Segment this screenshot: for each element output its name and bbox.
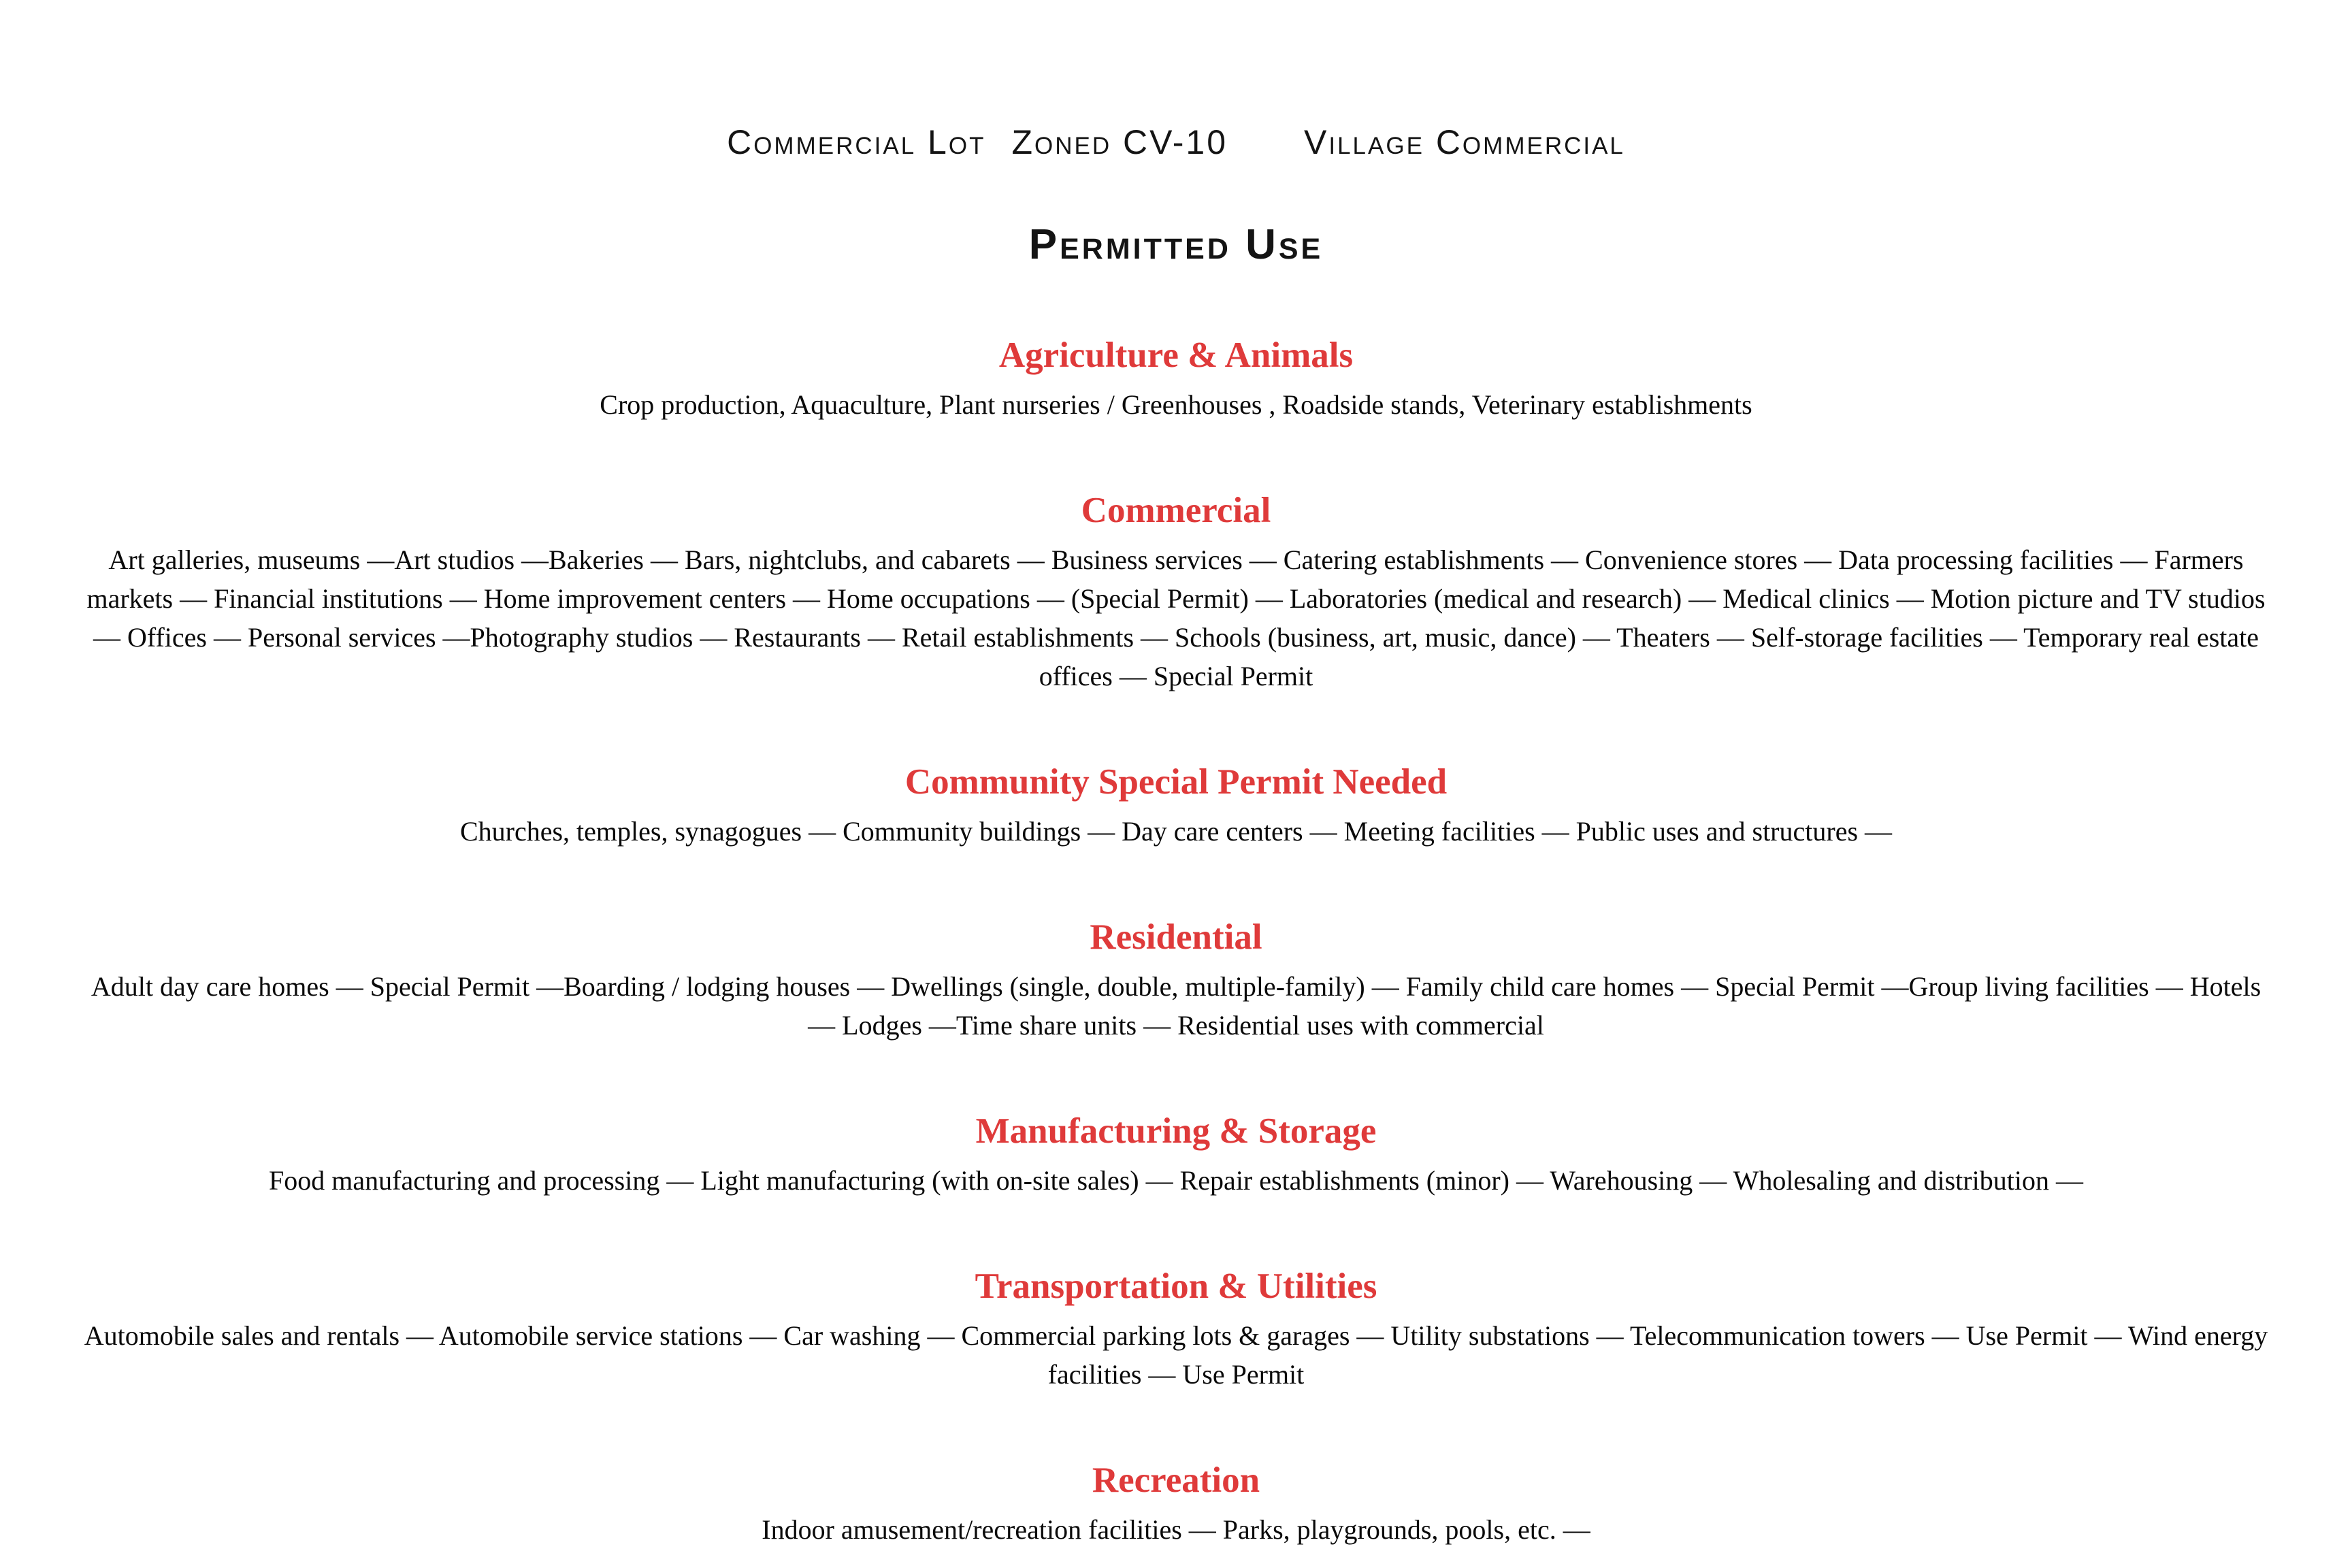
section-heading-agriculture-animals: Agriculture & Animals: [998, 336, 1354, 375]
section-heading-residential: Residential: [1090, 917, 1262, 957]
section-transportation-utilities: [82, 1266, 2270, 1394]
section-heading-community-special-permit: Community Special Permit Needed: [904, 762, 1448, 802]
title-zone-name: Village Commercial: [1304, 123, 1625, 161]
section-heading-recreation: Recreation: [1092, 1460, 1260, 1500]
section-body-residential: Adult day care homes — Special Permit —Boarding / lodging houses — Dwellings (single, double, multiple-family) — Family child care homes — Special Permit —Group living facilities — Hotels — Lodges —Time share units — Residential uses with commercial: [91, 971, 2261, 1041]
section-heading-transportation-utilities: Transportation & Utilities: [975, 1267, 1377, 1306]
section-residential: [82, 917, 2270, 1045]
section-body-manufacturing-storage: Food manufacturing and processing — Light manufacturing (with on-site sales) — Repair establishments (minor) — Warehousing — Wholesaling and distribution —: [269, 1165, 2083, 1196]
section-body-transportation-utilities: Automobile sales and rentals — Automobile service stations — Car washing — Commercial parking lots & garages — Utility substations — Telecommunication towers — Use Permit — Wind energy facilities — Use Permit: [84, 1320, 2268, 1390]
title-zoning-code: Zoned CV-10: [1011, 123, 1228, 161]
title-lot-type: Commercial Lot: [727, 123, 986, 161]
section-body-community-special-permit: Churches, temples, synagogues — Community buildings — Day care centers — Meeting facilities — Public uses and structures —: [459, 816, 1893, 847]
section-body-agriculture-animals: Crop production, Aquaculture, Plant nurseries / Greenhouses , Roadside stands, Veterinary establishments: [600, 389, 1752, 420]
section-agriculture-animals: [82, 335, 2270, 424]
section-recreation: [82, 1460, 2270, 1549]
section-body-commercial: Art galleries, museums —Art studios —Bakeries — Bars, nightclubs, and cabarets — Business services — Catering establishments — Convenience stores — Data processing facilities — Farmers markets — Financial institutions — Home improvement centers — Home occupations — (Special Permit) — Laboratories (medical and research) — Medical clinics — Motion picture and TV studios — Offices — Personal services —Photography studios — Restaurants — Retail establishments — Schools (business, art, music, dance) — Theaters — Self-storage facilities — Temporary real estate offices — Special Permit: [86, 544, 2266, 691]
section-commercial: [82, 490, 2270, 696]
section-heading-manufacturing-storage: Manufacturing & Storage: [975, 1111, 1377, 1151]
section-heading-commercial: Commercial: [1081, 491, 1271, 530]
section-community-special-permit: [82, 762, 2270, 851]
section-body-recreation: Indoor amusement/recreation facilities — Parks, playgrounds, pools, etc. —: [762, 1514, 1590, 1545]
document-title: [82, 122, 2270, 162]
section-manufacturing-storage: [82, 1111, 2270, 1200]
page-title: Permitted Use: [1028, 221, 1324, 268]
